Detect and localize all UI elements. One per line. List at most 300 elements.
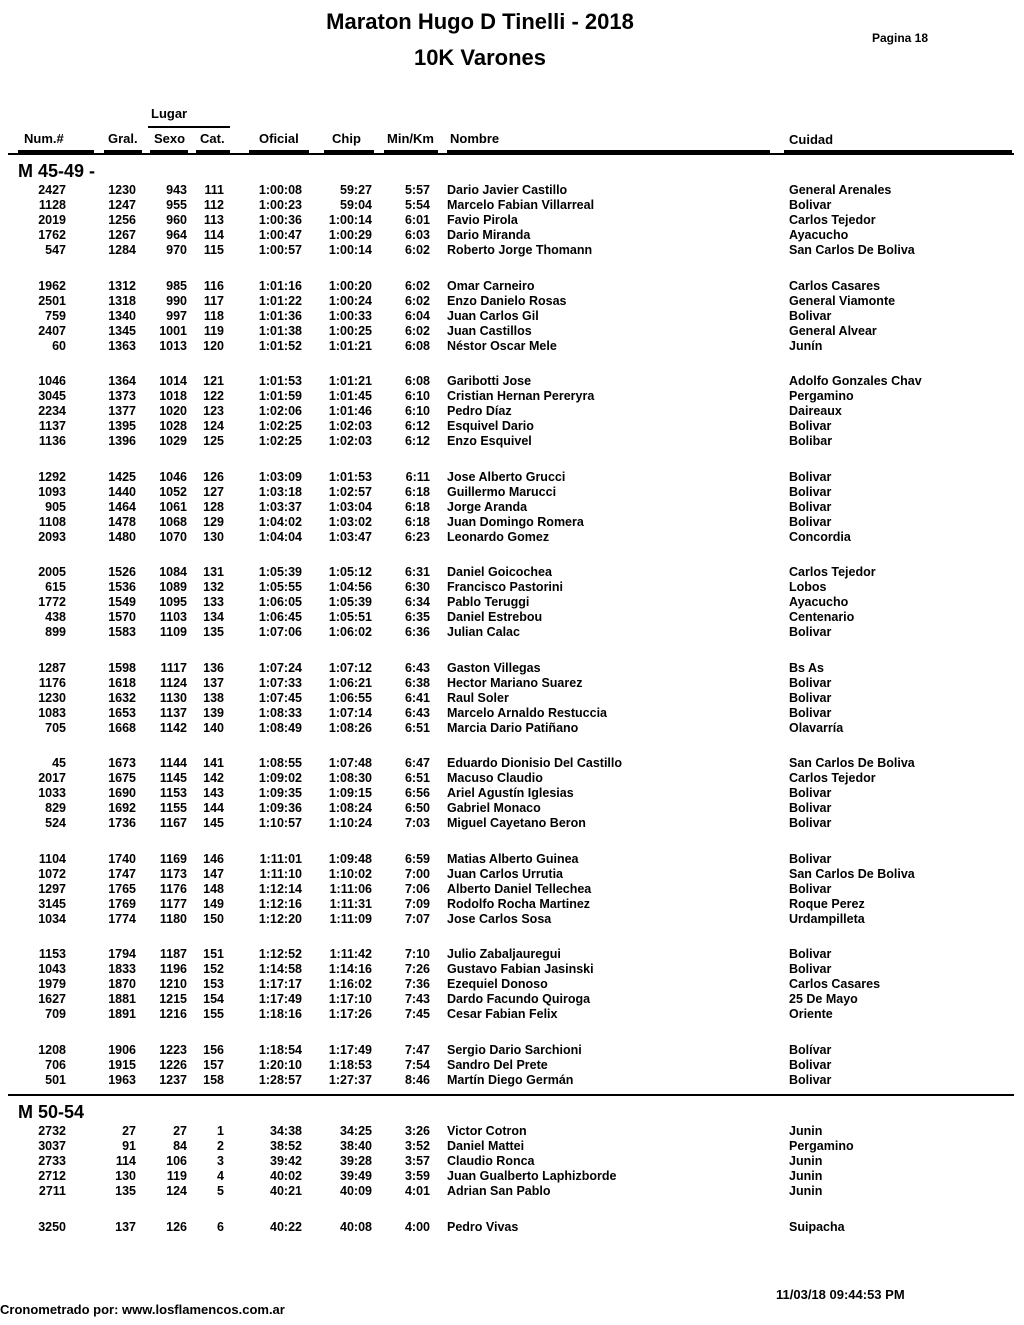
column-header-chip: Chip	[332, 131, 361, 146]
time-chip: 1:00:14	[328, 243, 372, 258]
runner-city: General Arenales	[789, 183, 892, 197]
place-general: 1267	[108, 228, 136, 243]
place-sex: 1226	[159, 1057, 187, 1072]
place-general: 1794	[108, 947, 136, 961]
time-official: 1:06:05	[258, 595, 302, 610]
runner-name: Dardo Facundo Quiroga	[447, 992, 591, 1007]
time-official: 1:01:38	[258, 323, 302, 338]
time-official: 1:00:08	[258, 183, 302, 197]
time-chip: 1:17:49	[328, 1042, 372, 1057]
time-chip: 1:06:02	[328, 625, 372, 640]
pace-min-km: 6:36	[404, 625, 430, 640]
place-general: 1345	[108, 323, 136, 338]
time-official: 1:09:02	[258, 771, 302, 786]
place-general: 1440	[108, 484, 136, 499]
place-category: 119	[203, 323, 224, 338]
time-official: 1:07:45	[258, 690, 302, 705]
bib-number: 524	[45, 816, 66, 831]
place-category: 146	[203, 851, 224, 866]
place-category: 136	[203, 660, 224, 675]
place-sex: 1046	[159, 469, 187, 484]
table-row	[0, 279, 1024, 294]
place-category: 142	[203, 771, 224, 786]
runner-name: Raul Soler	[447, 690, 509, 705]
place-category: 124	[203, 419, 224, 434]
place-sex: 1095	[159, 595, 187, 610]
runner-city: Bolibar	[789, 434, 833, 449]
place-sex: 1052	[159, 484, 187, 499]
time-official: 1:05:39	[258, 565, 302, 579]
place-sex: 1109	[159, 625, 187, 640]
place-sex: 1237	[159, 1072, 187, 1087]
bib-number: 2711	[38, 1184, 66, 1199]
time-official: 1:09:35	[258, 786, 302, 801]
table-row	[0, 434, 1024, 449]
place-general: 135	[115, 1184, 136, 1199]
runner-city: Bolivar	[789, 851, 832, 866]
time-official: 1:18:54	[258, 1042, 302, 1057]
place-general: 130	[115, 1169, 136, 1184]
time-official: 1:03:18	[258, 484, 302, 499]
place-general: 1870	[108, 977, 136, 992]
table-row	[0, 816, 1024, 831]
runner-city: Carlos Tejedor	[789, 771, 876, 786]
place-general: 1963	[108, 1072, 136, 1087]
table-row	[0, 1124, 1024, 1139]
time-official: 1:02:06	[258, 404, 302, 419]
place-sex: 964	[166, 228, 187, 243]
place-general: 1833	[108, 962, 136, 977]
runner-city: Bolivar	[789, 625, 832, 640]
time-chip: 1:09:48	[328, 851, 372, 866]
runner-city: General Viamonte	[789, 293, 896, 308]
table-row	[0, 500, 1024, 515]
runner-name: Garibotti Jose	[447, 374, 532, 388]
time-official: 1:03:37	[258, 499, 302, 514]
place-general: 114	[115, 1154, 136, 1169]
bib-number: 2427	[38, 183, 66, 197]
place-sex: 1070	[159, 529, 187, 544]
table-row	[0, 515, 1024, 530]
time-official: 1:02:25	[258, 434, 302, 449]
runner-city: Carlos Tejedor	[789, 213, 876, 228]
table-row	[0, 309, 1024, 324]
pace-min-km: 6:23	[404, 529, 430, 544]
place-general: 1377	[108, 404, 136, 419]
runner-city: Lobos	[789, 580, 827, 595]
place-sex: 1130	[159, 690, 187, 705]
table-row	[0, 676, 1024, 691]
pace-min-km: 7:54	[404, 1057, 430, 1072]
time-chip: 1:03:02	[328, 514, 372, 529]
place-category: 132	[203, 580, 224, 595]
pace-min-km: 7:06	[404, 881, 430, 896]
table-row	[0, 1220, 1024, 1235]
time-chip: 1:09:15	[328, 786, 372, 801]
pace-min-km: 8:46	[404, 1072, 430, 1087]
bib-number: 1137	[38, 419, 66, 434]
table-row	[0, 912, 1024, 927]
place-category: 4	[217, 1169, 224, 1184]
runner-name: Néstor Oscar Mele	[447, 338, 557, 353]
time-official: 1:11:10	[259, 866, 302, 881]
pace-min-km: 6:43	[404, 705, 430, 720]
pace-min-km: 7:00	[404, 866, 430, 881]
runner-name: Omar Carneiro	[447, 278, 535, 293]
time-chip: 39:49	[340, 1169, 372, 1184]
time-chip: 1:01:21	[328, 374, 372, 388]
place-category: 156	[203, 1042, 224, 1057]
time-chip: 1:27:37	[328, 1072, 372, 1087]
table-row	[0, 595, 1024, 610]
runner-city: Bolivar	[789, 881, 832, 896]
pace-min-km: 7:43	[404, 992, 430, 1007]
place-category: 148	[203, 881, 224, 896]
table-row	[0, 470, 1024, 485]
place-category: 140	[203, 720, 224, 735]
place-sex: 1142	[159, 720, 187, 735]
place-general: 1364	[108, 374, 136, 388]
runner-name: Ezequiel Donoso	[447, 977, 548, 992]
place-sex: 985	[166, 278, 187, 293]
place-general: 1915	[108, 1057, 136, 1072]
place-general: 1549	[108, 595, 136, 610]
section-label: M 45-49 -	[18, 161, 96, 181]
time-official: 1:07:33	[258, 675, 302, 690]
pace-min-km: 7:03	[404, 816, 430, 831]
runner-city: Ayacucho	[789, 228, 849, 243]
table-row	[0, 756, 1024, 771]
runner-name: Julian Calac	[447, 625, 520, 640]
place-sex: 1187	[159, 947, 187, 961]
time-chip: 1:01:21	[328, 338, 372, 353]
column-header-lugar: Lugar	[151, 106, 188, 121]
pace-min-km: 7:36	[404, 977, 430, 992]
runner-city: Carlos Tejedor	[789, 565, 876, 579]
runner-name: Enzo Esquivel	[447, 434, 532, 449]
place-general: 1396	[108, 434, 136, 449]
place-category: 114	[203, 228, 224, 243]
time-chip: 1:00:33	[328, 308, 372, 323]
time-official: 1:10:57	[258, 816, 302, 831]
time-chip: 1:00:25	[328, 323, 372, 338]
runner-name: Adrian San Pablo	[447, 1184, 551, 1199]
time-official: 1:20:10	[258, 1057, 302, 1072]
runner-city: San Carlos De Boliva	[789, 866, 915, 881]
place-category: 151	[203, 947, 224, 961]
pace-min-km: 6:10	[404, 404, 430, 419]
runner-name: Martín Diego Germán	[447, 1072, 574, 1087]
table-row	[0, 1169, 1024, 1184]
table-row	[0, 610, 1024, 625]
table-row	[0, 691, 1024, 706]
bib-number: 1292	[38, 469, 66, 484]
runner-name: Marcia Dario Patiñano	[447, 720, 579, 735]
time-official: 38:52	[270, 1139, 302, 1154]
bib-number: 905	[45, 499, 66, 514]
pace-min-km: 6:08	[404, 374, 430, 388]
runner-name: Matias Alberto Guinea	[447, 851, 579, 866]
table-row	[0, 1184, 1024, 1199]
place-general: 1618	[108, 675, 136, 690]
place-category: 152	[203, 962, 224, 977]
place-sex: 1013	[159, 338, 187, 353]
time-chip: 34:25	[340, 1124, 372, 1138]
time-official: 40:22	[270, 1219, 302, 1234]
place-sex: 1028	[159, 419, 187, 434]
runner-city: Bolivar	[789, 947, 832, 961]
time-chip: 1:18:53	[328, 1057, 372, 1072]
table-row	[0, 294, 1024, 309]
time-official: 1:07:06	[258, 625, 302, 640]
bib-number: 1208	[38, 1042, 66, 1057]
table-row	[0, 771, 1024, 786]
time-official: 1:04:04	[258, 529, 302, 544]
time-official: 1:12:14	[258, 881, 302, 896]
runner-city: Bolivar	[789, 1072, 832, 1087]
pace-min-km: 6:51	[404, 771, 430, 786]
place-sex: 1089	[159, 580, 187, 595]
place-sex: 1029	[159, 434, 187, 449]
place-sex: 1177	[159, 896, 187, 911]
pace-min-km: 6:51	[404, 720, 430, 735]
pace-min-km: 6:11	[405, 469, 430, 484]
pace-min-km: 6:02	[404, 293, 430, 308]
place-general: 1480	[108, 529, 136, 544]
column-header-num: Num.#	[24, 131, 64, 146]
time-chip: 38:40	[340, 1139, 372, 1154]
place-sex: 126	[166, 1219, 187, 1234]
place-general: 1692	[108, 801, 136, 816]
place-sex: 1124	[159, 675, 187, 690]
runner-city: Olavarría	[789, 720, 844, 735]
place-category: 122	[203, 389, 224, 404]
bib-number: 2234	[38, 404, 66, 419]
place-sex: 1196	[159, 962, 187, 977]
table-row	[0, 867, 1024, 882]
place-sex: 1145	[159, 771, 187, 786]
page-subtitle: 10K Varones	[413, 45, 547, 70]
place-general: 1570	[108, 610, 136, 625]
time-chip: 1:07:12	[328, 660, 372, 675]
place-sex: 1169	[159, 851, 187, 866]
runner-name: Cesar Fabian Felix	[447, 1007, 558, 1022]
place-category: 123	[203, 404, 224, 419]
time-official: 1:03:09	[258, 469, 302, 484]
place-sex: 990	[166, 293, 187, 308]
pace-min-km: 6:31	[404, 565, 430, 579]
runner-name: Sandro Del Prete	[447, 1057, 548, 1072]
time-chip: 59:27	[340, 183, 372, 197]
runner-city: 25 De Mayo	[789, 992, 858, 1007]
runner-name: Miguel Cayetano Beron	[447, 816, 586, 831]
page-title: Maraton Hugo D Tinelli - 2018	[326, 9, 634, 34]
table-row	[0, 661, 1024, 676]
place-general: 1373	[108, 389, 136, 404]
place-general: 91	[122, 1139, 136, 1154]
runner-city: General Alvear	[789, 323, 877, 338]
bib-number: 2407	[38, 323, 66, 338]
table-row	[0, 389, 1024, 404]
runner-name: Juan Carlos Urrutia	[447, 866, 564, 881]
runner-city: Junin	[789, 1154, 823, 1169]
time-chip: 1:10:24	[328, 816, 372, 831]
runner-name: Jose Carlos Sosa	[447, 911, 552, 926]
place-general: 1256	[108, 213, 136, 228]
runner-name: Francisco Pastorini	[447, 580, 564, 595]
runner-city: Bolivar	[789, 514, 832, 529]
place-general: 1668	[108, 720, 136, 735]
table-row	[0, 1154, 1024, 1169]
bib-number: 706	[45, 1057, 66, 1072]
time-official: 1:12:52	[258, 947, 302, 961]
bib-number: 2005	[38, 565, 66, 579]
bib-number: 615	[45, 580, 66, 595]
time-official: 1:08:33	[258, 705, 302, 720]
pace-min-km: 6:34	[404, 595, 430, 610]
time-chip: 1:11:06	[329, 881, 372, 896]
time-chip: 1:00:29	[328, 228, 372, 243]
bib-number: 1072	[38, 866, 66, 881]
runner-name: Sergio Dario Sarchioni	[447, 1042, 582, 1057]
time-chip: 1:17:10	[328, 992, 372, 1007]
time-chip: 1:10:02	[328, 866, 372, 881]
runner-city: Bolivar	[789, 198, 832, 213]
bib-number: 2093	[38, 529, 66, 544]
place-category: 143	[203, 786, 224, 801]
time-chip: 1:01:46	[328, 404, 372, 419]
bib-number: 1093	[38, 484, 66, 499]
place-general: 1675	[108, 771, 136, 786]
place-category: 158	[203, 1072, 224, 1087]
place-sex: 1117	[160, 660, 187, 675]
runner-name: Marcelo Fabian Villarreal	[447, 198, 595, 213]
pace-min-km: 7:09	[404, 896, 430, 911]
pace-min-km: 6:12	[404, 434, 430, 449]
place-general: 1395	[108, 419, 136, 434]
time-official: 1:01:52	[258, 338, 302, 353]
runner-city: Junín	[789, 338, 823, 353]
bib-number: 705	[45, 720, 66, 735]
time-chip: 1:02:57	[328, 484, 372, 499]
section-divider	[8, 153, 1014, 155]
timing-credit: Cronometrado por: www.losflamencos.com.ar	[0, 1302, 285, 1317]
place-category: 139	[203, 705, 224, 720]
runner-city: Junin	[789, 1169, 823, 1184]
header-rule	[148, 126, 230, 128]
runner-name: Enzo Danielo Rosas	[447, 293, 567, 308]
runner-city: Pergamino	[789, 1139, 854, 1154]
time-chip: 1:07:48	[328, 756, 372, 770]
runner-name: Marcelo Arnaldo Restuccia	[447, 705, 608, 720]
bib-number: 2017	[38, 771, 66, 786]
table-row	[0, 1073, 1024, 1088]
runner-name: Eduardo Dionisio Del Castillo	[447, 756, 623, 770]
bib-number: 1083	[38, 705, 66, 720]
time-official: 1:11:01	[259, 851, 302, 866]
time-official: 1:12:20	[258, 911, 302, 926]
place-category: 111	[204, 183, 224, 197]
place-sex: 1223	[159, 1042, 187, 1057]
runner-name: Gustavo Fabian Jasinski	[447, 962, 594, 977]
pace-min-km: 6:18	[404, 484, 430, 499]
runner-name: Macuso Claudio	[447, 771, 543, 786]
table-row	[0, 882, 1024, 897]
place-general: 1747	[108, 866, 136, 881]
runner-name: Pablo Teruggi	[447, 595, 530, 610]
time-official: 1:01:53	[258, 374, 302, 388]
runner-name: Leonardo Gomez	[447, 529, 550, 544]
place-category: 116	[203, 278, 224, 293]
place-sex: 1144	[159, 756, 187, 770]
table-row	[0, 485, 1024, 500]
time-chip: 1:11:31	[329, 896, 372, 911]
place-sex: 1137	[159, 705, 187, 720]
table-row	[0, 324, 1024, 339]
runner-city: San Carlos De Boliva	[789, 756, 915, 770]
time-official: 1:14:58	[258, 962, 302, 977]
bib-number: 3145	[38, 896, 66, 911]
place-category: 134	[203, 610, 224, 625]
bib-number: 547	[45, 243, 66, 258]
time-chip: 39:28	[340, 1154, 372, 1169]
table-row	[0, 786, 1024, 801]
runner-city: Bolivar	[789, 1057, 832, 1072]
time-official: 40:21	[270, 1184, 302, 1199]
bib-number: 2019	[38, 213, 66, 228]
table-row	[0, 977, 1024, 992]
place-category: 145	[203, 816, 224, 831]
table-row	[0, 374, 1024, 389]
place-general: 1673	[108, 756, 136, 770]
pace-min-km: 3:57	[404, 1154, 430, 1169]
place-general: 1690	[108, 786, 136, 801]
place-category: 128	[203, 499, 224, 514]
place-general: 1230	[108, 183, 136, 197]
bib-number: 60	[52, 338, 66, 353]
bib-number: 2732	[38, 1124, 66, 1138]
time-official: 1:08:55	[258, 756, 302, 770]
runner-name: Juan Carlos Gil	[447, 308, 539, 323]
place-category: 141	[203, 756, 224, 770]
place-category: 149	[203, 896, 224, 911]
pace-min-km: 6:02	[404, 323, 430, 338]
place-sex: 1084	[159, 565, 187, 579]
pace-min-km: 3:52	[404, 1139, 430, 1154]
bib-number: 45	[52, 756, 66, 770]
place-category: 115	[203, 243, 224, 258]
time-chip: 1:00:14	[328, 213, 372, 228]
bib-number: 1033	[38, 786, 66, 801]
place-sex: 943	[166, 183, 187, 197]
time-chip: 1:06:21	[328, 675, 372, 690]
pace-min-km: 6:12	[404, 419, 430, 434]
place-general: 1526	[108, 565, 136, 579]
place-general: 1769	[108, 896, 136, 911]
runner-name: Hector Mariano Suarez	[447, 675, 583, 690]
table-row	[0, 1043, 1024, 1058]
place-general: 1736	[108, 816, 136, 831]
place-general: 137	[115, 1219, 136, 1234]
runner-name: Gabriel Monaco	[447, 801, 541, 816]
table-row	[0, 580, 1024, 595]
pace-min-km: 6:47	[404, 756, 430, 770]
runner-city: Junin	[789, 1124, 823, 1138]
place-category: 135	[203, 625, 224, 640]
runner-name: Dario Miranda	[447, 228, 531, 243]
bib-number: 2501	[38, 293, 66, 308]
bib-number: 1297	[38, 881, 66, 896]
